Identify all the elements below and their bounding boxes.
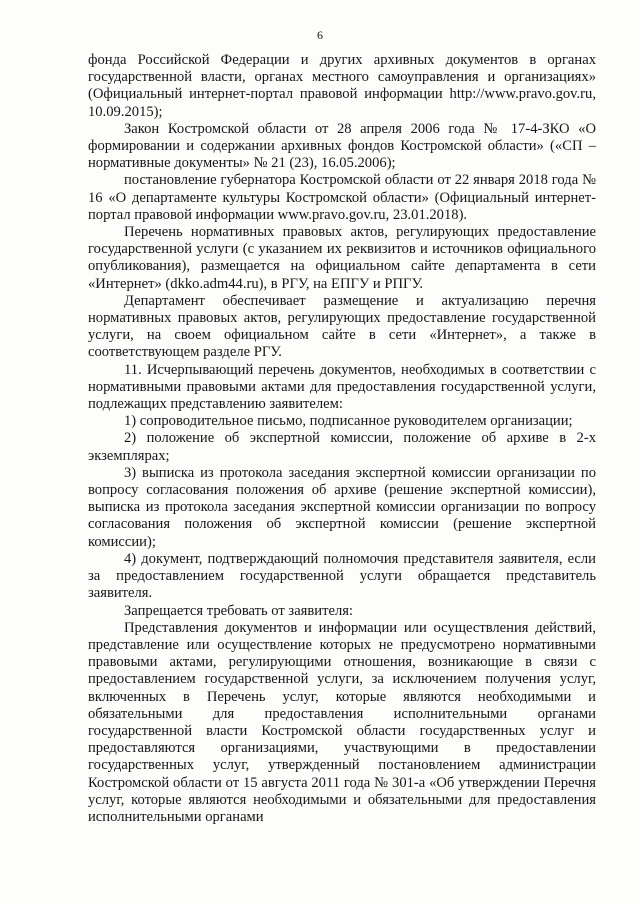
- paragraph-prohibited: Запрещается требовать от заявителя:: [124, 602, 353, 619]
- paragraph-prohibited-details: Представления документов и информации или осуществления действий, представление или осуществление которых не предусмотрено нормативными правовыми актами, регулирующими отношения, возникающие в связи с предоставлением государственной услуги, за исключением получения услуг, включенных в Перечень услуг, которые являются необходимыми и обязательными для предоставления исполнительными органами государственной власти Костромской области государственных услуг и предоставляются организациями, участвующими в предоставлении государственных услуг, утвержденный постановлением администрации Костромской области от 15 августа 2011 года № 301-а «Об утверждении Перечня услуг, которые являются необходимыми и обязательными для предоставления исполнительными органами: [88, 619, 596, 825]
- page-number: 6: [317, 28, 323, 42]
- list-item-1: 1) сопроводительное письмо, подписанное руководителем организации;: [124, 413, 573, 430]
- paragraph-continuation: фонда Российской Федерации и других архивных документов в органах государственной власти, органах местного самоуправления и организациях» (Официальный интернет-портал правовой информации http://www.pravo.gov.ru, 10.09.2015);: [88, 52, 596, 120]
- document-body: [88, 52, 596, 826]
- paragraph-acts-list-placement: Перечень нормативных правовых актов, регулирующих предоставление государственной услуги (с указанием их реквизитов и источников официального опубликования), размещается на официальном сайте департамента в сети «Интернет» (dkko.adm44.ru), в РГУ, на ЕПГУ и РПГУ.: [88, 224, 596, 292]
- list-item-2: 2) положение об экспертной комиссии, положение об архиве в 2-х экземплярах;: [88, 430, 596, 464]
- paragraph-kostroma-law: Закон Костромской области от 28 апреля 2006 года № 17-4-ЗКО «О формировании и содержании архивных фондов Костромской области» («СП – нормативные документы» № 21 (23), 16.05.2006);: [88, 120, 596, 172]
- list-item-4: 4) документ, подтверждающий полномочия представителя заявителя, если за предоставлением государственной услуги обращается представитель заявителя.: [88, 550, 596, 602]
- list-item-3: 3) выписка из протокола заседания экспертной комиссии организации по вопросу согласования положения об архиве (решение экспертной комиссии), выписка из протокола заседания экспертной комиссии организации по вопросу согласования положения об экспертной комиссии (решение экспертной комиссии);: [88, 464, 596, 550]
- paragraph-governor-decree: постановление губернатора Костромской области от 22 января 2018 года № 16 «О департаменте культуры Костромской области» (Официальный интернет-портал правовой информации www.pravo.gov.ru, 23.01.2018).: [88, 172, 596, 223]
- paragraph-department-duty: Департамент обеспечивает размещение и актуализацию перечня нормативных правовых актов, регулирующих предоставление государственной услуги, на своем официальном сайте в сети «Интернет», а также в соответствующем разделе РГУ.: [88, 292, 596, 361]
- paragraph-section-11: 11. Исчерпывающий перечень документов, необходимых в соответствии с нормативными правовыми актами для предоставления государственной услуги, подлежащих представлению заявителем:: [88, 361, 596, 413]
